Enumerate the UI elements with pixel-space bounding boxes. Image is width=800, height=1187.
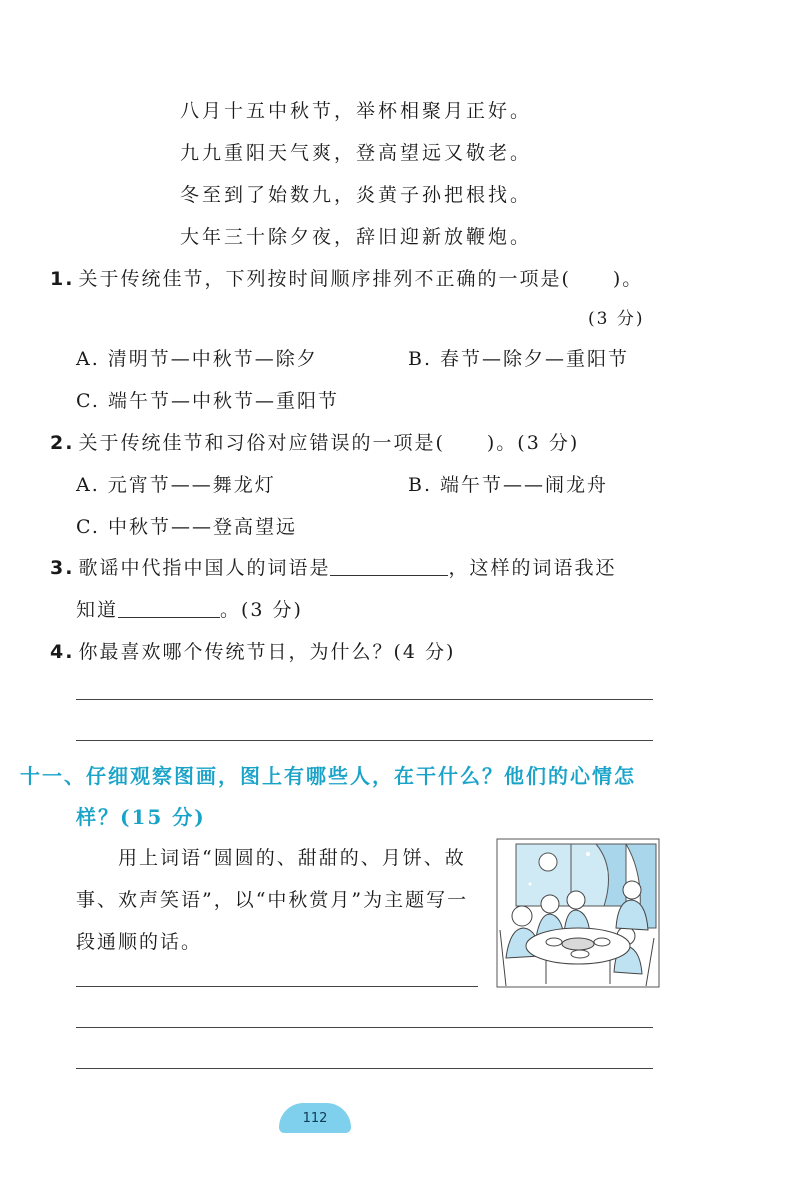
question-text: 知道	[76, 599, 119, 621]
q1-option-b: B. 春节—除夕—重阳节	[408, 348, 630, 370]
question-text: 歌谣中代指中国人的词语是	[78, 557, 331, 579]
question-4	[50, 637, 455, 664]
answer-line[interactable]	[76, 1027, 653, 1028]
q1-option-a: A. 清明节—中秋节—除夕	[76, 348, 318, 370]
question-1-score: (3 分)	[588, 309, 645, 329]
section-number: 十一、	[20, 764, 86, 788]
question-text: 关于传统佳节，下列按时间顺序排列不正确的一项是( )。	[78, 268, 644, 290]
question-number: 1.	[50, 268, 75, 290]
question-1	[50, 264, 643, 291]
poem-line-4: 大年三十除夕夜，辞旧迎新放鞭炮。	[180, 226, 533, 248]
answer-blank[interactable]	[118, 599, 220, 618]
question-text: 关于传统佳节和习俗对应错误的一项是( )。(3 分)	[78, 432, 580, 454]
question-number: 2.	[50, 432, 75, 454]
poem-line-1: 八月十五中秋节，举杯相聚月正好。	[180, 100, 533, 122]
section-11-title-cont: 样？(15 分)	[76, 805, 206, 829]
question-text: 你最喜欢哪个传统节日，为什么？(4 分)	[78, 641, 456, 663]
question-text: 。(3 分)	[220, 599, 303, 621]
poem-line-3: 冬至到了始数九，炎黄子孙把根找。	[180, 184, 533, 206]
question-3-cont	[76, 595, 303, 622]
answer-line[interactable]	[76, 986, 478, 987]
poem-line-2: 九九重阳天气爽，登高望远又敬老。	[180, 142, 533, 164]
instruction-line-3: 段通顺的话。	[76, 931, 203, 953]
question-text: ，这样的词语我还	[448, 557, 617, 579]
q2-option-b: B. 端午节——闹龙舟	[408, 474, 609, 496]
question-number: 4.	[50, 641, 75, 663]
answer-line[interactable]	[76, 1068, 653, 1069]
q2-option-c: C. 中秋节——登高望远	[76, 516, 297, 538]
question-number: 3.	[50, 557, 75, 579]
section-11-title	[20, 760, 636, 789]
instruction-line-2: 事、欢声笑语”，以“中秋赏月”为主题写一	[76, 889, 469, 911]
instruction-line-1: 用上词语“圆圆的、甜甜的、月饼、故	[118, 847, 466, 869]
answer-blank[interactable]	[330, 557, 448, 576]
page-number: 112	[279, 1103, 351, 1133]
question-3	[50, 553, 616, 580]
question-2	[50, 428, 579, 455]
section-title: 仔细观察图画，图上有哪些人，在干什么？他们的心情怎	[86, 764, 636, 788]
answer-line[interactable]	[76, 699, 653, 700]
q2-option-a: A. 元宵节——舞龙灯	[76, 474, 276, 496]
answer-line[interactable]	[76, 740, 653, 741]
q1-option-c: C. 端午节—中秋节—重阳节	[76, 390, 339, 412]
family-dinner-illustration	[496, 838, 660, 988]
